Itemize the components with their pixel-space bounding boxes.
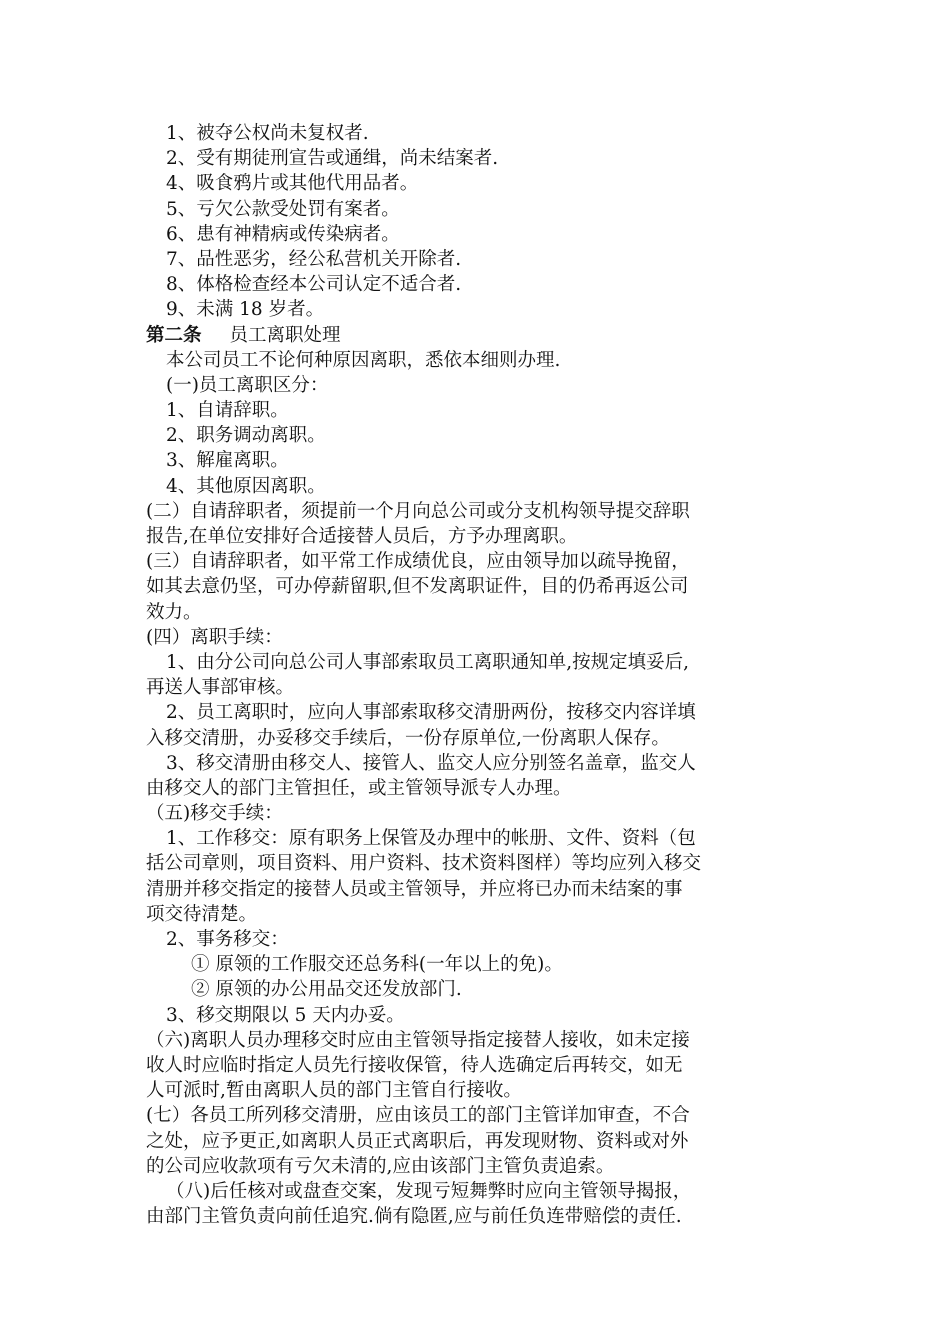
section-number: 第二条	[146, 324, 202, 346]
text-line: 3、移交期限以 5 天内办妥。	[166, 1004, 405, 1026]
text-line: 5、亏欠公款受处罚有案者。	[166, 198, 400, 220]
section-title: 员工离职处理	[229, 324, 341, 346]
text-line: ② 原领的办公用品交还发放部门.	[191, 979, 462, 1001]
section-heading	[146, 323, 818, 348]
text-line: 2、职务调动离职。	[166, 425, 326, 447]
text-line: 8、体格检查经本公司认定不适合者.	[166, 274, 462, 296]
text-line: 报告,在单位安排好合适接替人员后，方予办理离职。	[146, 526, 578, 547]
text-line: (一)员工离职区分：	[166, 374, 329, 396]
text-line: 7、品性恶劣，经公私营机关开除者.	[166, 248, 462, 270]
text-line: 项交待清楚。	[146, 903, 258, 925]
text-line: 由移交人的部门主管担任，或主管领导派专人办理。	[146, 777, 572, 799]
text-line: 收人时应临时指定人员先行接收保管，待人选确定后再转交，如无	[146, 1054, 683, 1076]
text-line: (三）自请辞职者，如平常工作成绩优良，应由领导加以疏导挽留，	[146, 551, 690, 573]
text-line: ① 原领的工作服交还总务科(一年以上的免)。	[191, 954, 563, 976]
text-line: 1、工作移交：原有职务上保管及办理中的帐册、文件、资料（包	[166, 828, 696, 850]
text-line: (四）离职手续：	[146, 626, 283, 648]
text-line: 之处，应予更正,如离职人员正式离职后，再发现财物、资料或对外	[146, 1130, 689, 1152]
text-line: 再送人事部审核。	[146, 677, 295, 699]
text-line: 效力。	[146, 601, 202, 623]
text-line: 本公司员工不论何种原因离职，悉依本细则办理.	[166, 349, 561, 371]
text-line: 2、事务移交：	[166, 929, 289, 950]
text-line: 4、其他原因离职。	[166, 475, 326, 497]
text-line: 由部门主管负责向前任追究.倘有隐匿,应与前任负连带赔偿的责任.	[146, 1206, 682, 1228]
text-line: 人可派时,暂由离职人员的部门主管自行接收。	[146, 1080, 522, 1102]
text-line: 括公司章则，项目资料、用户资料、技术资料图样）等均应列入移交	[146, 853, 702, 875]
text-line: (二）自请辞职者，须提前一个月向总公司或分支机构领导提交辞职	[146, 500, 690, 522]
text-line: 6、患有神精病或传染病者。	[166, 223, 400, 245]
text-line: 4、吸食鸦片或其他代用品者。	[166, 173, 419, 195]
text-line: 3、移交清册由移交人、接管人、监交人应分别签名盖章，监交人	[166, 752, 696, 774]
text-line: (七）各员工所列移交清册，应由该员工的部门主管详加审查，不合	[146, 1105, 690, 1127]
text-line: 1、自请辞职。	[166, 400, 289, 422]
text-line: （六)离职人员办理移交时应由主管领导指定接替人接收，如未定接	[146, 1029, 690, 1051]
document-body	[146, 121, 818, 1229]
text-line: 2、员工离职时，应向人事部索取移交清册两份，按移交内容详填	[166, 702, 696, 724]
text-line: 的公司应收款项有亏欠未清的,应由该部门主管负责追索。	[146, 1155, 615, 1177]
text-line: 2、受有期徒刑宣告或通缉，尚未结案者.	[166, 148, 499, 170]
text-line: 入移交清册，办妥移交手续后，一份存原单位,一份离职人保存。	[146, 727, 670, 749]
text-line: 9、未满 18 岁者。	[166, 299, 325, 321]
text-line: （五)移交手续：	[146, 803, 283, 825]
text-line: 1、由分公司向总公司人事部索取员工离职通知单,按规定填妥后,	[166, 651, 690, 673]
text-line: 1、被夺公权尚未复权者.	[166, 123, 369, 144]
text-line: 清册并移交指定的接替人员或主管领导，并应将已办而未结案的事	[146, 878, 683, 900]
text-line: 如其去意仍坚，可办停薪留职,但不发离职证件，目的仍希再返公司	[146, 576, 689, 598]
text-line: 3、解雇离职。	[166, 450, 289, 472]
text-line: （八)后任核对或盘查交案，发现亏短舞弊时应向主管领导揭报，	[166, 1180, 692, 1202]
